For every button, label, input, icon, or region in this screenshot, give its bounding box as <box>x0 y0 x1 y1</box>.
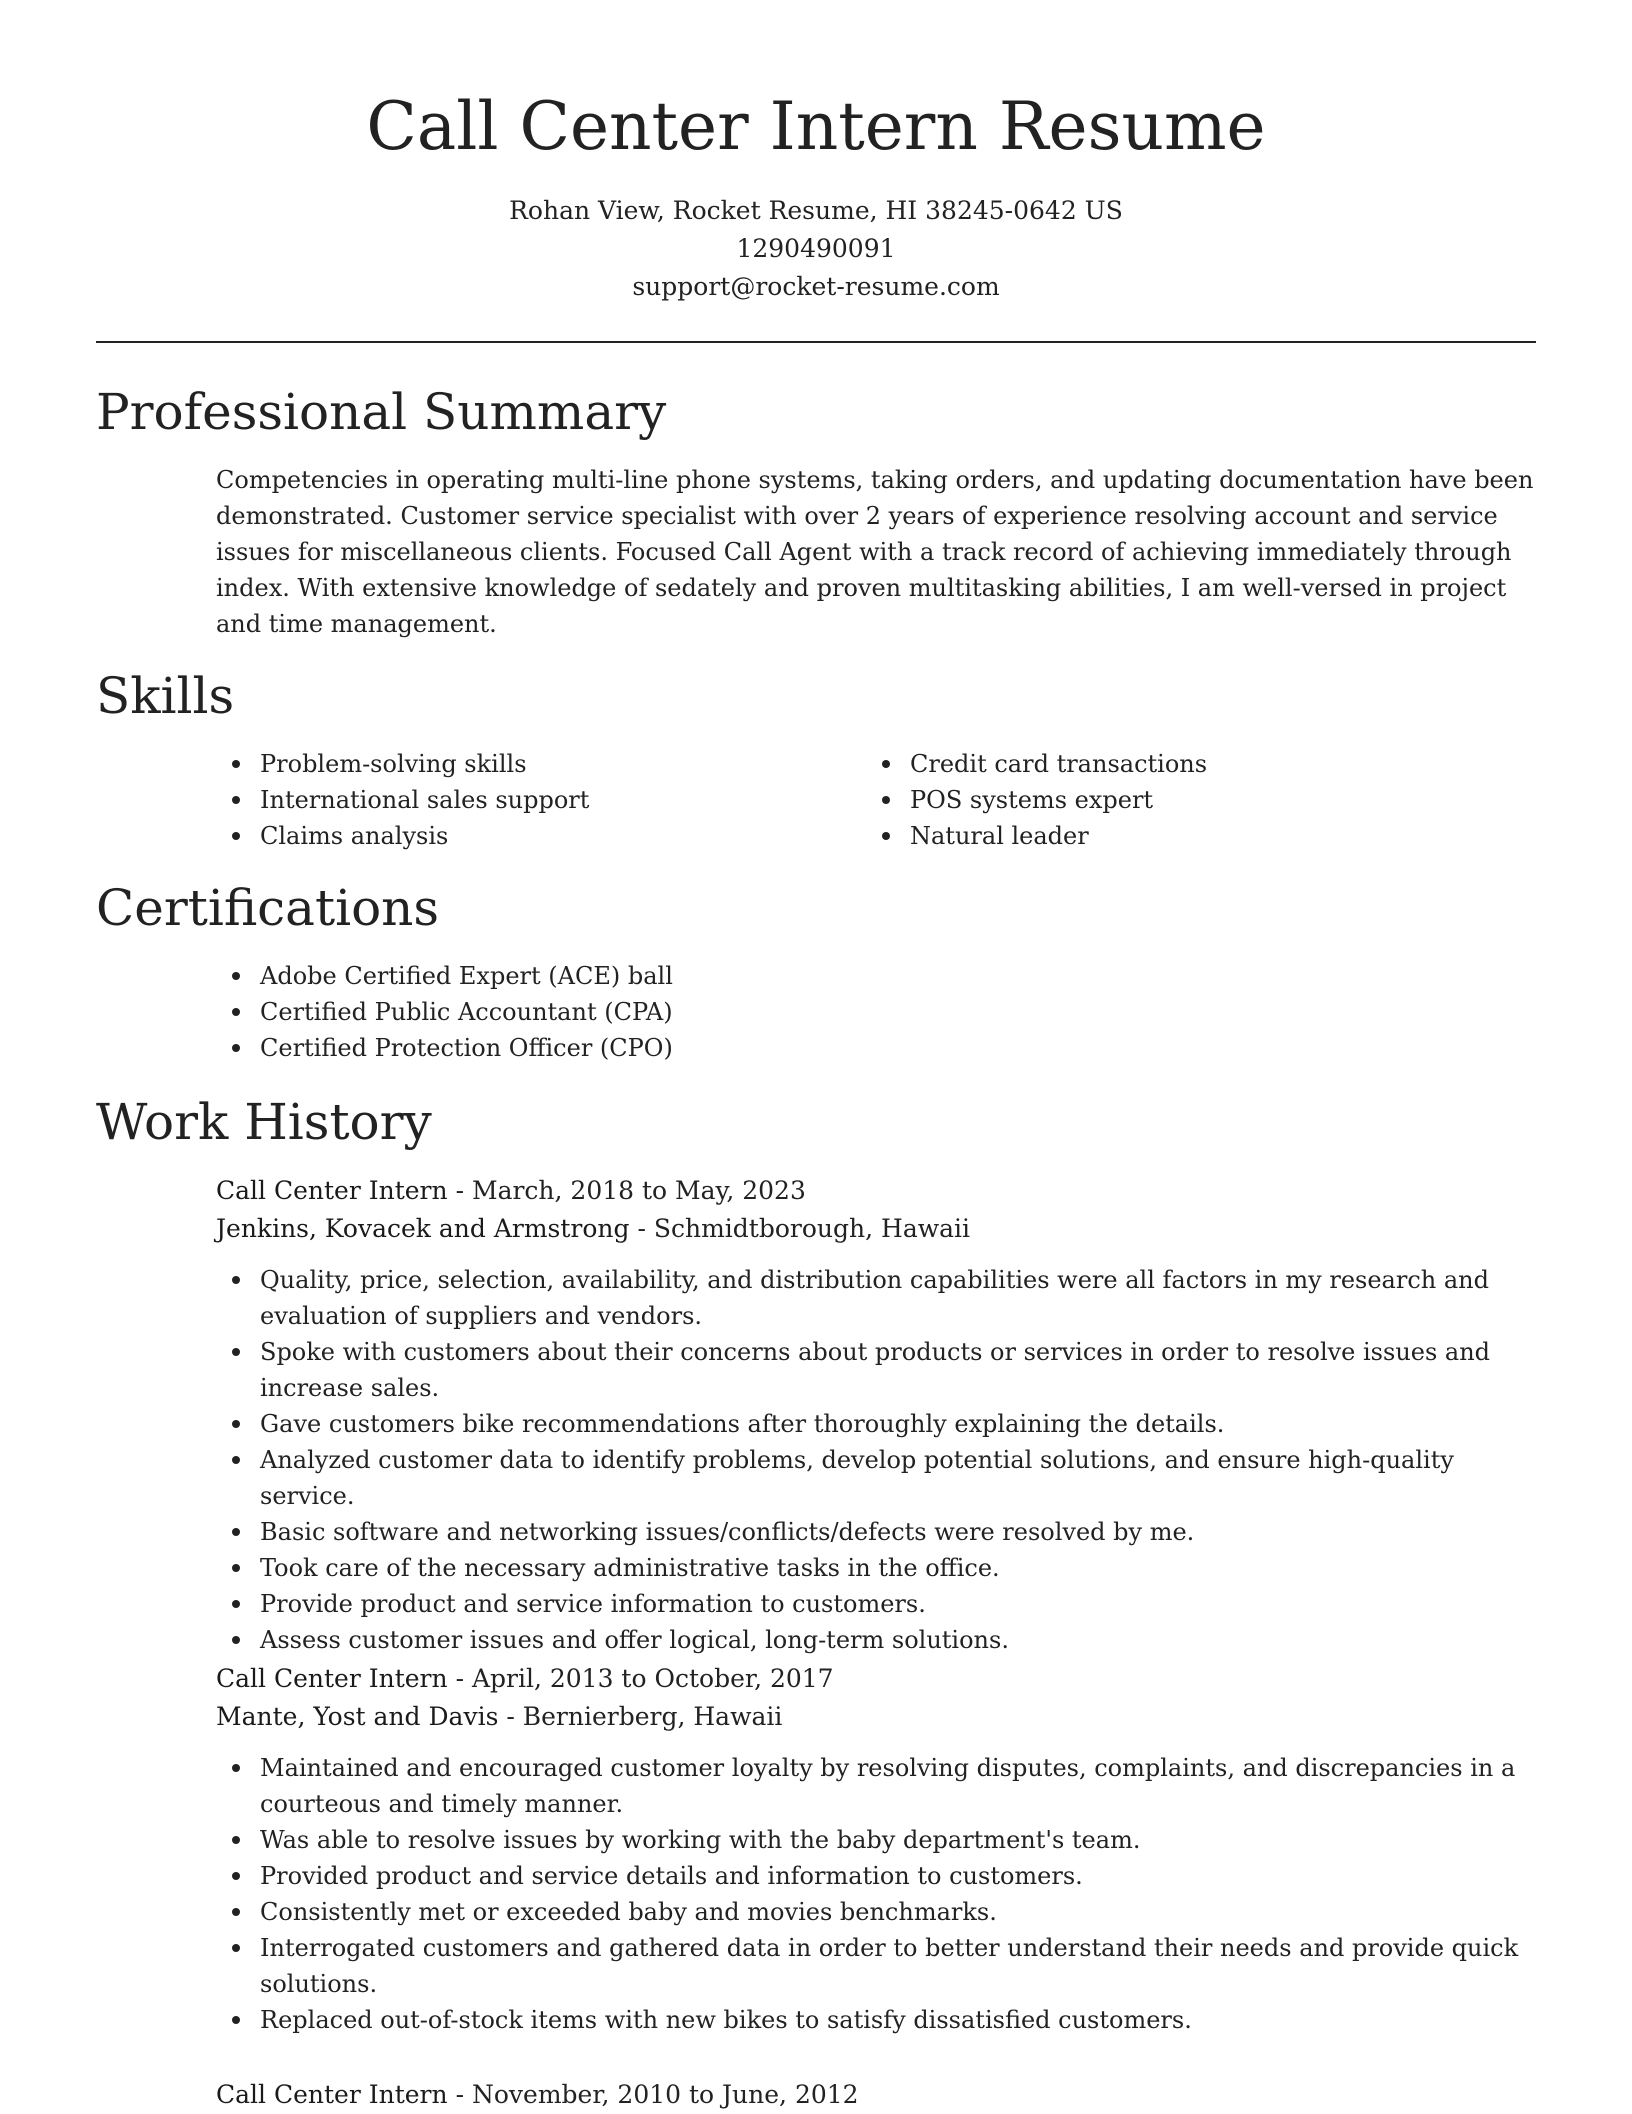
job-duty: Replaced out-of-stock items with new bikes to satisfy dissatisfied customers. <box>216 2002 1546 2038</box>
job-duty: Consistently met or exceeded baby and movies benchmarks. <box>216 1894 1546 1930</box>
job-duty: Basic software and networking issues/conflicts/defects were resolved by me. <box>216 1514 1546 1550</box>
job-duty: Interrogated customers and gathered data in order to better understand their needs and provide quick solutions. <box>216 1930 1546 2002</box>
skills-heading: Skills <box>96 667 235 725</box>
job-duty: Provide product and service information to customers. <box>216 1586 1546 1622</box>
job-dates: November, 2010 to June, 2012 <box>471 2080 859 2109</box>
summary-heading: Professional Summary <box>96 383 667 441</box>
job-duty: Spoke with customers about their concerns about products or services in order to resolve issues and increase sales. <box>216 1334 1546 1406</box>
job-dates: March, 2018 to May, 2023 <box>471 1176 806 1205</box>
job-duty: Provided product and service details and information to customers. <box>216 1858 1546 1894</box>
job-location: Bernierberg, Hawaii <box>522 1702 783 1731</box>
contact-phone: 1290490091 <box>736 234 896 263</box>
job-separator: - <box>455 1664 472 1693</box>
contact-email: support@rocket-resume.com <box>632 272 1000 301</box>
certifications-list <box>216 958 1516 1066</box>
skill-item: POS systems expert <box>866 782 1516 818</box>
job-duty: Maintained and encouraged customer loyalty by resolving disputes, complaints, and discrepancies in a courteous and timely manner. <box>216 1750 1546 1822</box>
certification-item: Certified Protection Officer (CPO) <box>216 1030 1516 1066</box>
contact-address: Rohan View, Rocket Resume, HI 38245-0642 US <box>509 196 1123 225</box>
contact-block <box>0 192 1632 306</box>
job-separator: - <box>455 2080 472 2109</box>
job-company: Jenkins, Kovacek and Armstrong <box>216 1214 630 1243</box>
job-duties-list <box>216 1262 1546 1658</box>
job-company: Mante, Yost and Davis <box>216 1702 499 1731</box>
job-title-line <box>216 1660 1546 1698</box>
job-duties-list <box>216 1750 1546 2038</box>
certification-item: Certified Public Accountant (CPA) <box>216 994 1516 1030</box>
job-duty: Took care of the necessary administrative tasks in the office. <box>216 1550 1546 1586</box>
job-title-line <box>216 2076 1546 2114</box>
job-title: Call Center Intern <box>216 1176 448 1205</box>
job-company-line <box>216 1698 1546 1736</box>
job-duty: Gave customers bike recommendations after thoroughly explaining the details. <box>216 1406 1546 1442</box>
work-history-heading: Work History <box>96 1093 432 1151</box>
skill-item: Problem-solving skills <box>216 746 816 782</box>
resume-title: Call Center Intern Resume <box>366 88 1266 165</box>
certifications-heading: Certifications <box>96 879 440 937</box>
summary-text: Competencies in operating multi-line phone systems, taking orders, and updating documentation have been demonstrated. Customer service specialist with over 2 years of experience resolving account and service issues for miscellaneous clients. Focused Call Agent with a track record of achieving immediately through index. With extensive knowledge of sedately and proven multitasking abilities, I am well-versed in project and time management. <box>216 466 1534 638</box>
job-title: Call Center Intern <box>216 1664 448 1693</box>
job-duty: Analyzed customer data to identify problems, develop potential solutions, and ensure high-quality service. <box>216 1442 1546 1514</box>
job-entry <box>216 1172 1546 1658</box>
job-dates: April, 2013 to October, 2017 <box>471 1664 834 1693</box>
job-entry <box>216 2076 1546 2114</box>
job-title: Call Center Intern <box>216 2080 448 2109</box>
skill-item: International sales support <box>216 782 816 818</box>
skills-list-right <box>866 746 1516 854</box>
skill-item: Credit card transactions <box>866 746 1516 782</box>
job-separator: - <box>637 1214 654 1243</box>
header-divider <box>96 341 1536 343</box>
job-separator: - <box>455 1176 472 1205</box>
certification-item: Adobe Certified Expert (ACE) ball <box>216 958 1516 994</box>
skills-list-left <box>216 746 816 854</box>
skill-item: Natural leader <box>866 818 1516 854</box>
job-entry <box>216 1660 1546 2038</box>
job-separator: - <box>506 1702 523 1731</box>
skill-item: Claims analysis <box>216 818 816 854</box>
job-duty: Quality, price, selection, availability, and distribution capabilities were all factors in my research and evaluation of suppliers and vendors. <box>216 1262 1546 1334</box>
job-duty: Was able to resolve issues by working with the baby department's team. <box>216 1822 1546 1858</box>
job-location: Schmidtborough, Hawaii <box>653 1214 971 1243</box>
job-title-line <box>216 1172 1546 1210</box>
job-duty: Assess customer issues and offer logical, long-term solutions. <box>216 1622 1546 1658</box>
job-company-line <box>216 1210 1546 1248</box>
